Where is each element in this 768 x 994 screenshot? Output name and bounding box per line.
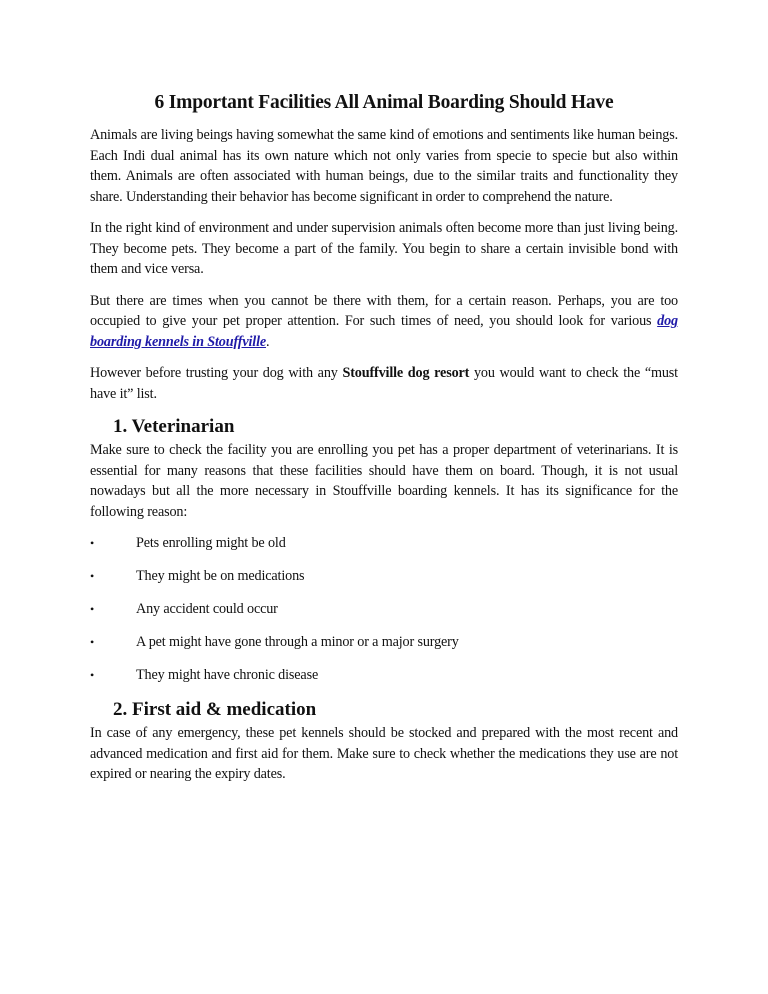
resort-paragraph <box>90 363 678 404</box>
boarding-paragraph-text: But there are times when you cannot be there with them, for a certain reason. Perhaps, you are too occupied to give your pet proper attention. For such times of need, you should look for various <box>90 292 678 329</box>
bullet-icon: • <box>90 536 95 550</box>
dog-boarding-kennels-link[interactable]: dog boarding kennels in Stouffville <box>90 313 678 350</box>
environment-paragraph: In the right kind of environment and under supervision animals often become more than just living being. They become pets. They become a part of the family. You begin to share a certain invisible bond with them and vice versa. <box>90 220 678 277</box>
list-item <box>90 599 678 619</box>
section-heading: 2. First aid & medication <box>113 699 317 720</box>
bullet-icon: • <box>90 668 95 682</box>
list-item-text: They might be on medications <box>136 568 305 584</box>
resort-paragraph-text: However before trusting your dog with any <box>90 365 343 381</box>
intro-paragraph: Animals are living beings having somewhat the same kind of emotions and sentiments like human beings. Each Indi dual animal has its own nature which not only varies from specie to specie but also within them. Animals are often associated with human beings, due to the similar traits and functionality they share. Understanding their behavior has become significant in order to comprehend the nature. <box>90 127 678 205</box>
reasons-list <box>90 533 678 685</box>
list-item <box>90 632 678 652</box>
resort-bold-text: Stouffville dog resort <box>342 365 470 381</box>
section-body: Make sure to check the facility you are enrolling you pet has a proper department of veterinarians. It is essential for many reasons that these facilities should have them on board. Though, it is not usual nowadays but all the more necessary in Stouffville boarding kennels. It has its significance for the following reason: <box>90 442 678 520</box>
section-body: In case of any emergency, these pet kennels should be stocked and prepared with the most recent and advanced medication and first aid for them. Make sure to check whether the medications they use are not expired or nearing the expiry dates. <box>90 725 678 782</box>
list-item <box>90 665 678 685</box>
boarding-paragraph <box>90 291 678 353</box>
document-page <box>90 90 678 796</box>
list-item-text: They might have chronic disease <box>136 667 319 683</box>
list-item-text: A pet might have gone through a minor or a major surgery <box>136 634 459 650</box>
boarding-paragraph-end: . <box>266 333 270 350</box>
resort-paragraph-end: you would want to check the “must have it” list. <box>90 365 678 402</box>
bullet-icon: • <box>90 635 95 649</box>
list-item-text: Any accident could occur <box>136 601 278 617</box>
document-title: 6 Important Facilities All Animal Boarding Should Have <box>154 92 614 113</box>
section-veterinarian <box>90 415 678 685</box>
list-item-text: Pets enrolling might be old <box>136 535 286 551</box>
section-first-aid <box>90 698 678 785</box>
section-heading: 1. Veterinarian <box>113 416 235 437</box>
bullet-icon: • <box>90 602 95 616</box>
list-item <box>90 533 678 553</box>
list-item <box>90 566 678 586</box>
bullet-icon: • <box>90 569 95 583</box>
